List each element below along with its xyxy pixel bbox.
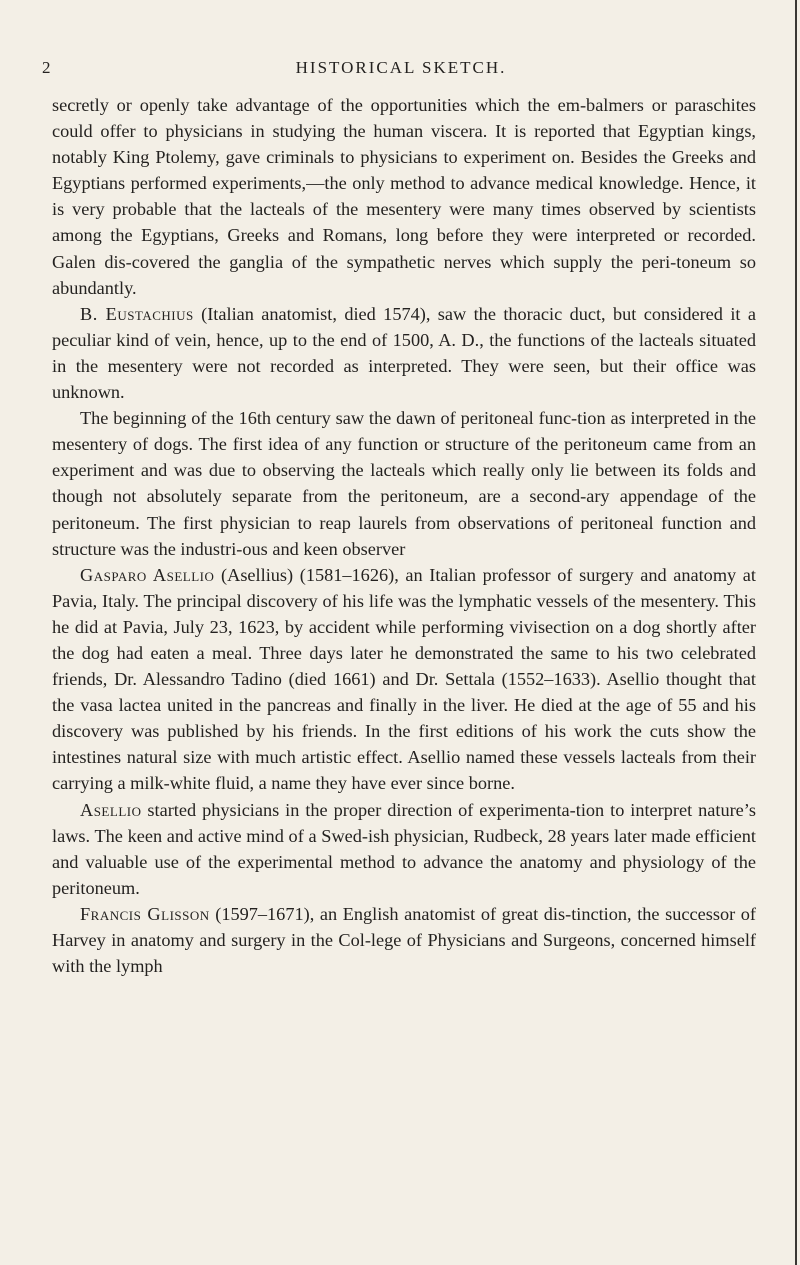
running-title: HISTORICAL SKETCH. bbox=[295, 58, 507, 77]
paragraph-lead-name: B. Eustachius bbox=[80, 303, 194, 324]
paragraph-lead-name: Gasparo Asellio bbox=[80, 564, 215, 585]
paragraph-glisson bbox=[52, 901, 756, 979]
paragraph-text: The beginning of the 16th century saw the dawn of peritoneal func-tion as interpreted in the mesentery of dogs. The first idea of any function or structure of the peritoneum came from an experiment and was due to observing the lacteals which really only lie between its folds and though not absolutely separate from the peritoneum, are a second-ary appendage of the peritoneum. The first physician to reap laurels from observations of peritoneal function and structure was the industri-ous and keen observer bbox=[52, 408, 756, 559]
paragraph-text: (Italian anatomist, died 1574), saw the thoracic duct, but considered it a peculiar kind of vein, hence, up to the end of 1500, A. D., the functions of the lacteals situated in the mesentery were not recorded as interpreted. They were seen, but their office was unknown. bbox=[52, 303, 756, 403]
page-number: 2 bbox=[42, 58, 52, 77]
paragraph-peritoneal-function bbox=[52, 405, 756, 562]
paragraph-text: started physicians in the proper direction of experimenta-tion to interpret nature’s laws. The keen and active mind of a Swed-ish physician, Rudbeck, 28 years later made efficient and valuable use of the experimental method to advance the anatomy and physiology of the peritoneum. bbox=[52, 799, 756, 898]
paragraph-asellio bbox=[52, 562, 756, 797]
paragraph-asellio-legacy bbox=[52, 797, 756, 901]
paragraph-lead-name: Francis Glisson bbox=[80, 903, 210, 924]
paragraph-text: (1597–1671), an English anatomist of great dis-tinction, the successor of Harvey in anatomy and surgery in the Col-lege of Physicians and Surgeons, concerned himself with the lymph bbox=[52, 903, 757, 977]
body-text bbox=[52, 92, 756, 979]
paragraph-lead-name: Asellio bbox=[80, 799, 142, 820]
page-edge-line bbox=[795, 0, 797, 1265]
paragraph-text: secretly or openly take advantage of the opportunities which the em-balmers or paraschites could offer to physicians in studying the human viscera. It is reported that Egyptian kings, notably King Ptolemy, gave criminals to physicians to experiment on. Besides the Greeks and Egyptians performed experiments,—the only method to advance medical knowledge. Hence, it is very probable that the lacteals of the mesentery were many times observed by scientists among the Egyptians, Greeks and Romans, long before they were interpreted or recorded. Galen dis-covered the ganglia of the sympathetic nerves which supply the peri-toneum so abundantly. bbox=[52, 95, 756, 298]
paragraph-eustachius bbox=[52, 301, 756, 405]
paragraph-text: (Asellius) (1581–1626), an Italian professor of surgery and anatomy at Pavia, Italy. The principal discovery of his life was the lymphatic vessels of the mesentery. This he did at Pavia, July 23, 1623, by accident while performing vivisection on a dog shortly after the dog had eaten a meal. Three days later he demonstrated the same to his two celebrated friends, Dr. Alessandro Tadino (died 1661) and Dr. Settala (1552–1633). Asellio thought that the vasa lactea united in the pancreas and finally in the liver. He died at the age of 55 and his discovery was published by his friends. In the first editions of his work the cuts show the intestines natural size with much artistic effect. Asellio named these vessels lacteals from their carrying a milk-white fluid, a name they have ever since borne. bbox=[52, 564, 756, 794]
paragraph-continuation bbox=[52, 92, 756, 301]
running-head bbox=[42, 58, 760, 84]
